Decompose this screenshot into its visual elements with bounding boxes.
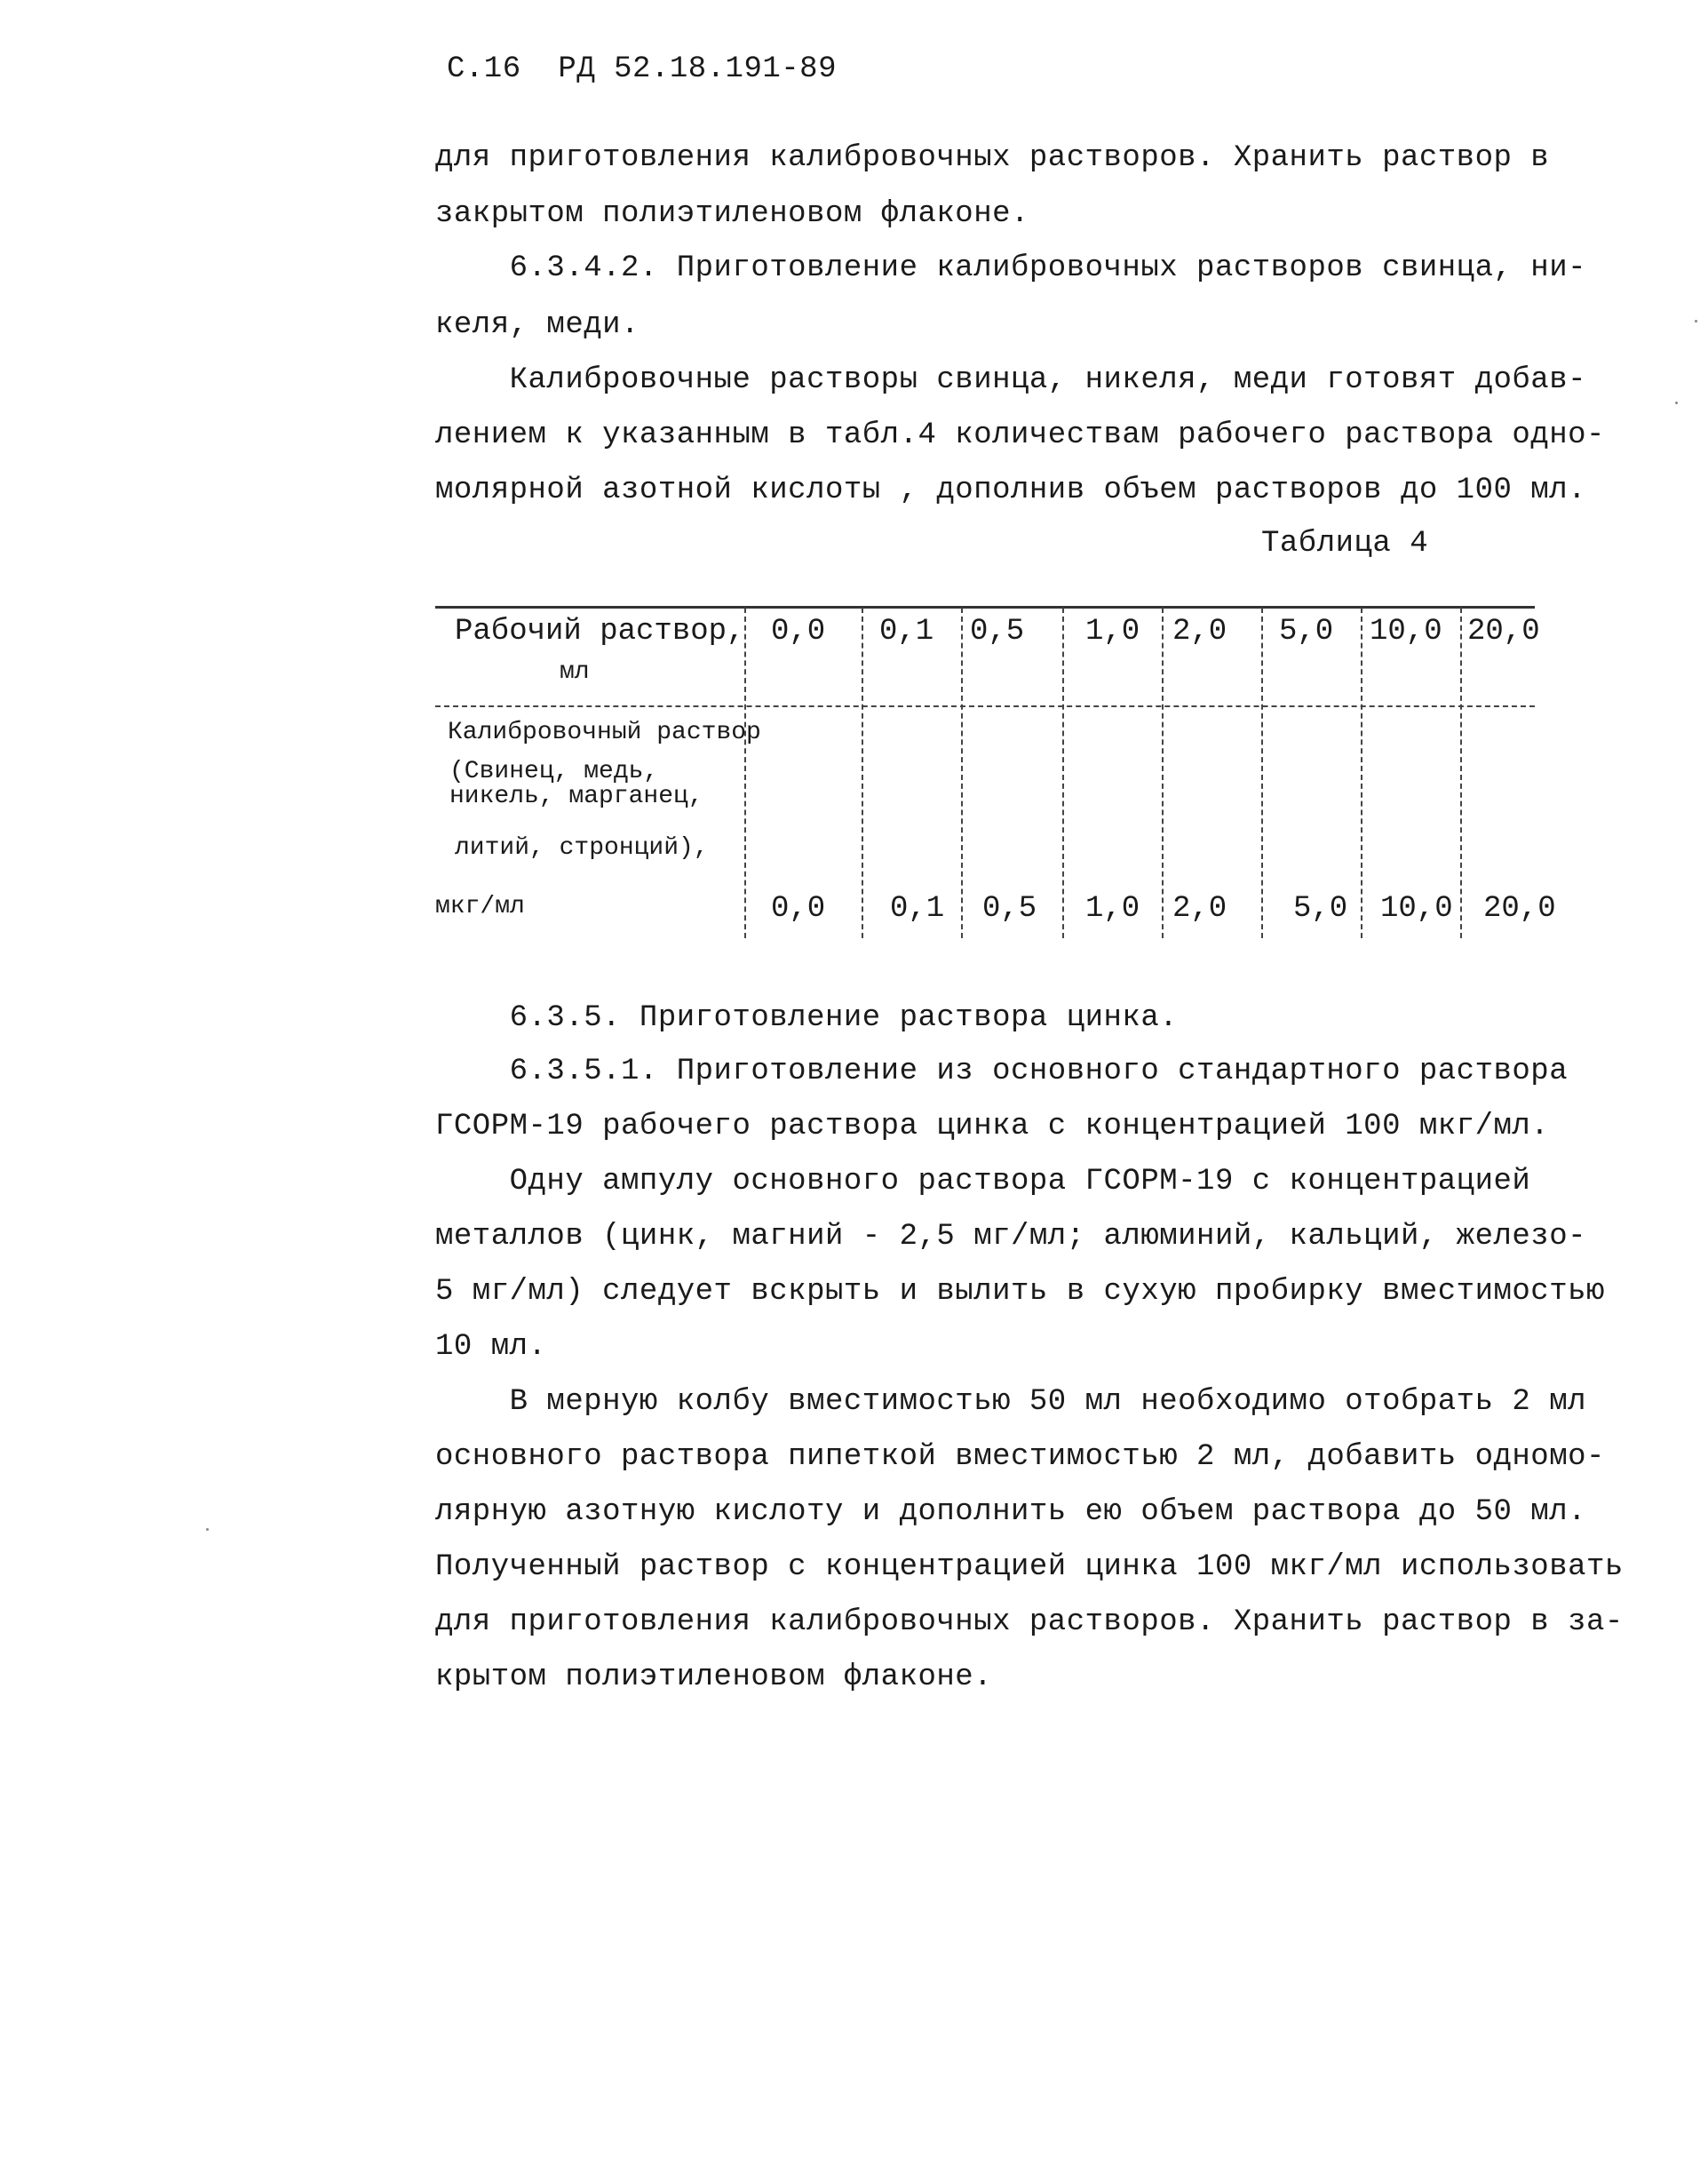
section-heading-6-3-5-1: 6.3.5.1. Приготовление из основного стандартного раствора xyxy=(435,1055,1569,1088)
text-line: 10 мл. xyxy=(435,1330,547,1364)
row-label-elements: никель, марганец, xyxy=(449,783,703,810)
text-line: закрытом полиэтиленовом флаконе. xyxy=(435,197,1029,231)
section-heading-6-3-4-2: 6.3.4.2. Приготовление калибровочных растворов свинца, ни- xyxy=(435,251,1587,285)
column-divider xyxy=(1460,608,1462,938)
text-line: для приготовления калибровочных растворов. Хранить раствор в за- xyxy=(435,1605,1624,1639)
column-divider xyxy=(1361,608,1362,938)
scan-speck xyxy=(1675,402,1678,404)
text-line: келя, меди. xyxy=(435,308,640,342)
table-cell: 0,1 xyxy=(879,615,934,649)
table-cell: 0,0 xyxy=(771,615,826,649)
text-line: 5 мг/мл) следует вскрыть и вылить в сухую пробирку вместимостью xyxy=(435,1275,1605,1309)
table-cell: 2,0 xyxy=(1172,892,1227,926)
text-line: Калибровочные растворы свинца, никеля, меди готовят добав- xyxy=(435,363,1587,397)
column-divider xyxy=(1062,608,1064,938)
table-row-divider xyxy=(435,705,1535,707)
text-line: Одну ампулу основного раствора ГСОРМ-19 с концентрацией xyxy=(435,1165,1531,1198)
section-heading-6-3-5: 6.3.5. Приготовление раствора цинка. xyxy=(435,1001,1179,1035)
page-header: С.16 РД 52.18.191-89 xyxy=(447,52,837,86)
table-cell: 20,0 xyxy=(1483,892,1556,926)
table-cell: 20,0 xyxy=(1467,615,1540,649)
text-line: основного раствора пипеткой вместимостью 2 мл, добавить одномо- xyxy=(435,1440,1605,1474)
table-cell: 5,0 xyxy=(1279,615,1334,649)
text-line: молярной азотной кислоты , дополнив объем растворов до 100 мл. xyxy=(435,474,1587,507)
text-line: лярную азотную кислоту и дополнить ею объем раствора до 50 мл. xyxy=(435,1495,1587,1529)
table-cell: 5,0 xyxy=(1293,892,1348,926)
column-divider xyxy=(1261,608,1263,938)
row-label-elements: (Свинец, медь, xyxy=(449,758,659,785)
text-line: В мерную колбу вместимостью 50 мл необходимо отобрать 2 мл xyxy=(435,1385,1587,1419)
row-label-elements: литий, стронций), xyxy=(455,834,709,862)
column-divider xyxy=(1162,608,1164,938)
column-divider xyxy=(862,608,863,938)
text-line: Полученный раствор с концентрацией цинка 100 мкг/мл использовать xyxy=(435,1550,1624,1584)
column-divider xyxy=(961,608,963,938)
row-label-calibration-solution: Калибровочный раствор xyxy=(448,719,761,746)
table-cell: 10,0 xyxy=(1380,892,1453,926)
table-cell: 0,5 xyxy=(982,892,1037,926)
calibration-table xyxy=(435,606,1556,942)
table-cell: 0,0 xyxy=(771,892,826,926)
text-line: лением к указанным в табл.4 количествам рабочего раствора одно- xyxy=(435,418,1605,452)
row-label-unit: мкг/мл xyxy=(435,893,525,920)
text-line: для приготовления калибровочных растворов. Хранить раствор в xyxy=(435,141,1550,175)
text-line: крытом полиэтиленовом флаконе. xyxy=(435,1660,993,1694)
table-cell: 2,0 xyxy=(1172,615,1227,649)
scan-speck xyxy=(1695,320,1697,323)
table-cell: 0,5 xyxy=(970,615,1025,649)
column-divider xyxy=(744,608,746,938)
table-cell: 1,0 xyxy=(1085,615,1140,649)
table-top-rule xyxy=(435,606,1535,609)
table-cell: 0,1 xyxy=(890,892,945,926)
row-label-unit: мл xyxy=(560,658,590,686)
table-caption: Таблица 4 xyxy=(1261,527,1429,561)
text-line: ГСОРМ-19 рабочего раствора цинка с концентрацией 100 мкг/мл. xyxy=(435,1110,1550,1143)
text-line: металлов (цинк, магний - 2,5 мг/мл; алюминий, кальций, железо- xyxy=(435,1220,1587,1254)
table-cell: 10,0 xyxy=(1370,615,1442,649)
row-label-working-solution: Рабочий раствор, xyxy=(455,615,745,649)
scan-speck xyxy=(206,1528,209,1531)
table-cell: 1,0 xyxy=(1085,892,1140,926)
